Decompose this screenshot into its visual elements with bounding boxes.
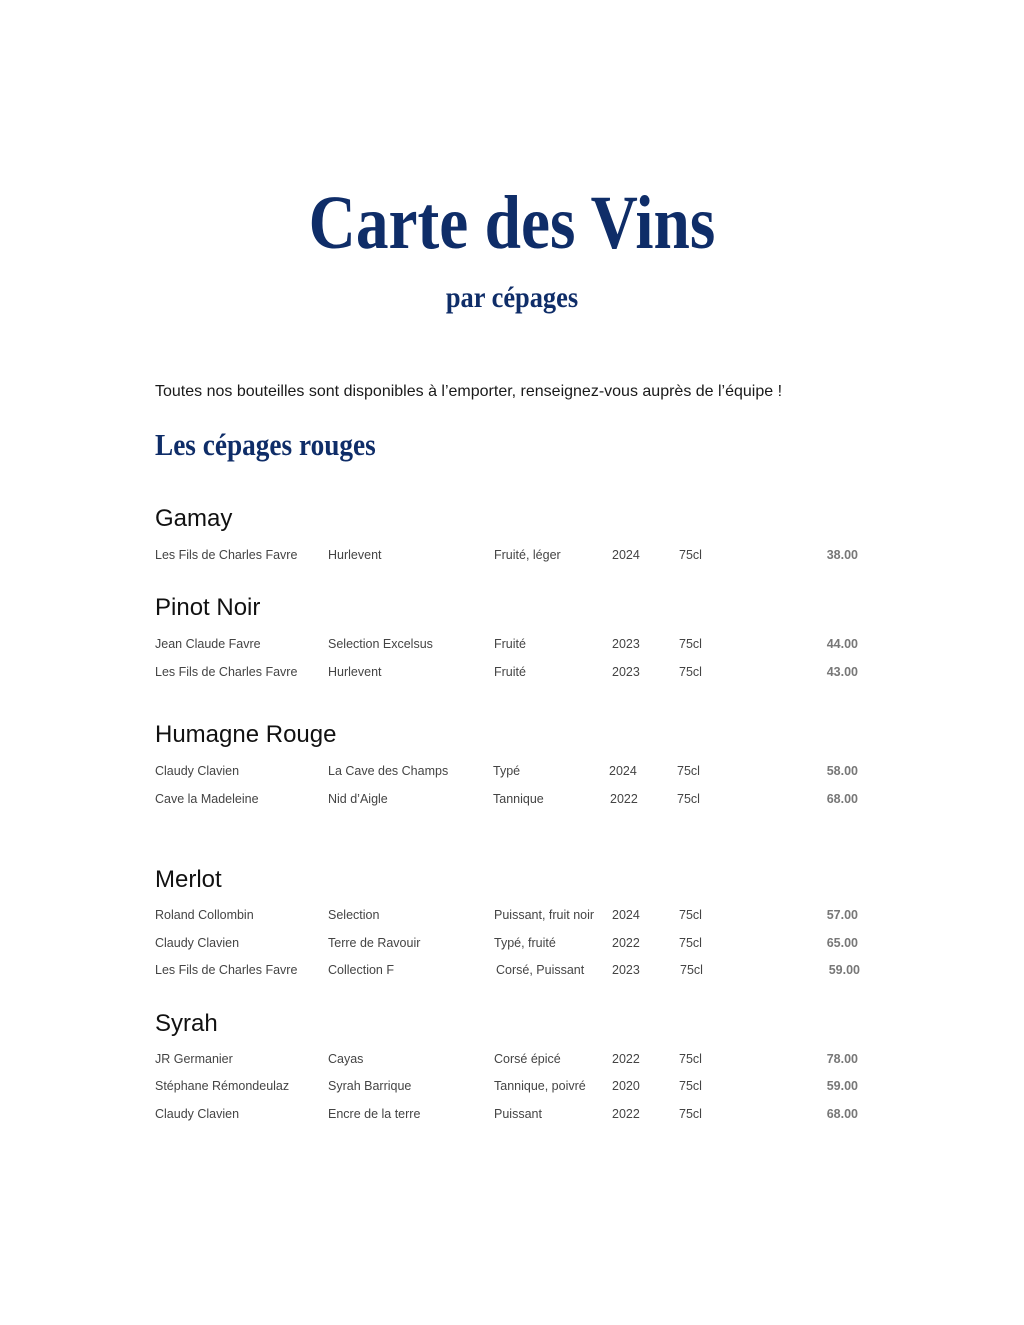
wine-size: 75cl (680, 963, 703, 977)
wine-size: 75cl (679, 1079, 702, 1093)
wine-price: 65.00 (826, 936, 858, 950)
wine-size: 75cl (677, 792, 700, 806)
wine-price: 43.00 (826, 665, 858, 679)
wine-row (0, 933, 1024, 953)
wine-producer: Les Fils de Charles Favre (155, 548, 298, 562)
wine-year: 2022 (612, 936, 640, 950)
wine-price: 58.00 (826, 764, 858, 778)
wine-year: 2023 (612, 963, 640, 977)
section-title-red-grapes: Les cépages rouges (155, 427, 376, 462)
wine-name: La Cave des Champs (328, 764, 449, 778)
wine-producer: Stéphane Rémondeulaz (155, 1079, 290, 1093)
wine-year: 2024 (612, 908, 640, 922)
wine-size: 75cl (679, 548, 702, 562)
wine-taste: Tannique (493, 792, 544, 806)
wine-name: Syrah Barrique (328, 1079, 412, 1093)
wine-taste: Fruité (494, 665, 526, 679)
grape-heading-humagne-rouge: Humagne Rouge (155, 721, 337, 748)
wine-taste: Puissant (494, 1107, 542, 1121)
wine-size: 75cl (677, 764, 700, 778)
wine-name: Hurlevent (328, 665, 382, 679)
grape-heading-syrah: Syrah (155, 1010, 218, 1037)
wine-name: Selection Excelsus (328, 637, 433, 651)
wine-taste: Typé, fruité (494, 936, 556, 950)
wine-price: 44.00 (826, 637, 858, 651)
wine-row (0, 1049, 1024, 1069)
wine-price: 59.00 (826, 1079, 858, 1093)
wine-price: 38.00 (826, 548, 858, 562)
wine-size: 75cl (679, 908, 702, 922)
wine-row (0, 905, 1024, 925)
wine-producer: Cave la Madeleine (155, 792, 259, 806)
wine-name: Selection (328, 908, 380, 922)
wine-taste: Corsé, Puissant (496, 963, 585, 977)
grape-heading-merlot: Merlot (155, 866, 222, 893)
wine-producer: Claudy Clavien (155, 1107, 240, 1121)
wine-row (0, 1076, 1024, 1096)
wine-taste: Typé (493, 764, 521, 778)
page-subtitle: par cépages (445, 281, 579, 314)
wine-name: Cayas (328, 1052, 364, 1066)
wine-row (0, 761, 1024, 781)
wine-producer: Jean Claude Favre (155, 637, 261, 651)
wine-row (0, 634, 1024, 654)
wine-price: 68.00 (826, 792, 858, 806)
page-title: Carte des Vins (308, 181, 716, 265)
wine-producer: Les Fils de Charles Favre (155, 963, 298, 977)
wine-row (0, 1104, 1024, 1124)
wine-year: 2020 (612, 1079, 640, 1093)
wine-taste: Fruité (494, 637, 526, 651)
wine-year: 2023 (612, 637, 640, 651)
wine-price: 78.00 (826, 1052, 858, 1066)
grape-heading-pinot-noir: Pinot Noir (155, 594, 261, 621)
wine-row (0, 545, 1024, 565)
wine-taste: Tannique, poivré (494, 1079, 586, 1093)
wine-year: 2022 (610, 792, 638, 806)
wine-year: 2024 (609, 764, 637, 778)
wine-taste: Fruité, léger (494, 548, 561, 562)
wine-year: 2024 (612, 548, 640, 562)
wine-producer: Claudy Clavien (155, 936, 240, 950)
wine-name: Hurlevent (328, 548, 382, 562)
wine-size: 75cl (679, 1107, 702, 1121)
wine-row (0, 960, 1024, 980)
wine-name: Terre de Ravouir (328, 936, 421, 950)
wine-price: 59.00 (828, 963, 860, 977)
wine-name: Collection F (328, 963, 394, 977)
wine-taste: Corsé épicé (494, 1052, 561, 1066)
wine-year: 2022 (612, 1107, 640, 1121)
wine-producer: Les Fils de Charles Favre (155, 665, 298, 679)
wine-price: 57.00 (826, 908, 858, 922)
wine-row (0, 662, 1024, 682)
wine-name: Nid d’Aigle (328, 792, 388, 806)
wine-size: 75cl (679, 665, 702, 679)
wine-taste: Puissant, fruit noir (494, 908, 595, 922)
grape-heading-gamay: Gamay (155, 505, 233, 532)
wine-name: Encre de la terre (328, 1107, 421, 1121)
wine-size: 75cl (679, 1052, 702, 1066)
intro-text: Toutes nos bouteilles sont disponibles à l’emporter, renseignez-vous auprès de l’équipe ! (155, 383, 783, 400)
wine-row (0, 789, 1024, 809)
wine-producer: Claudy Clavien (155, 764, 240, 778)
wine-size: 75cl (679, 936, 702, 950)
wine-price: 68.00 (826, 1107, 858, 1121)
wine-size: 75cl (679, 637, 702, 651)
wine-producer: Roland Collombin (155, 908, 254, 922)
wine-year: 2023 (612, 665, 640, 679)
wine-year: 2022 (612, 1052, 640, 1066)
wine-producer: JR Germanier (155, 1052, 233, 1066)
